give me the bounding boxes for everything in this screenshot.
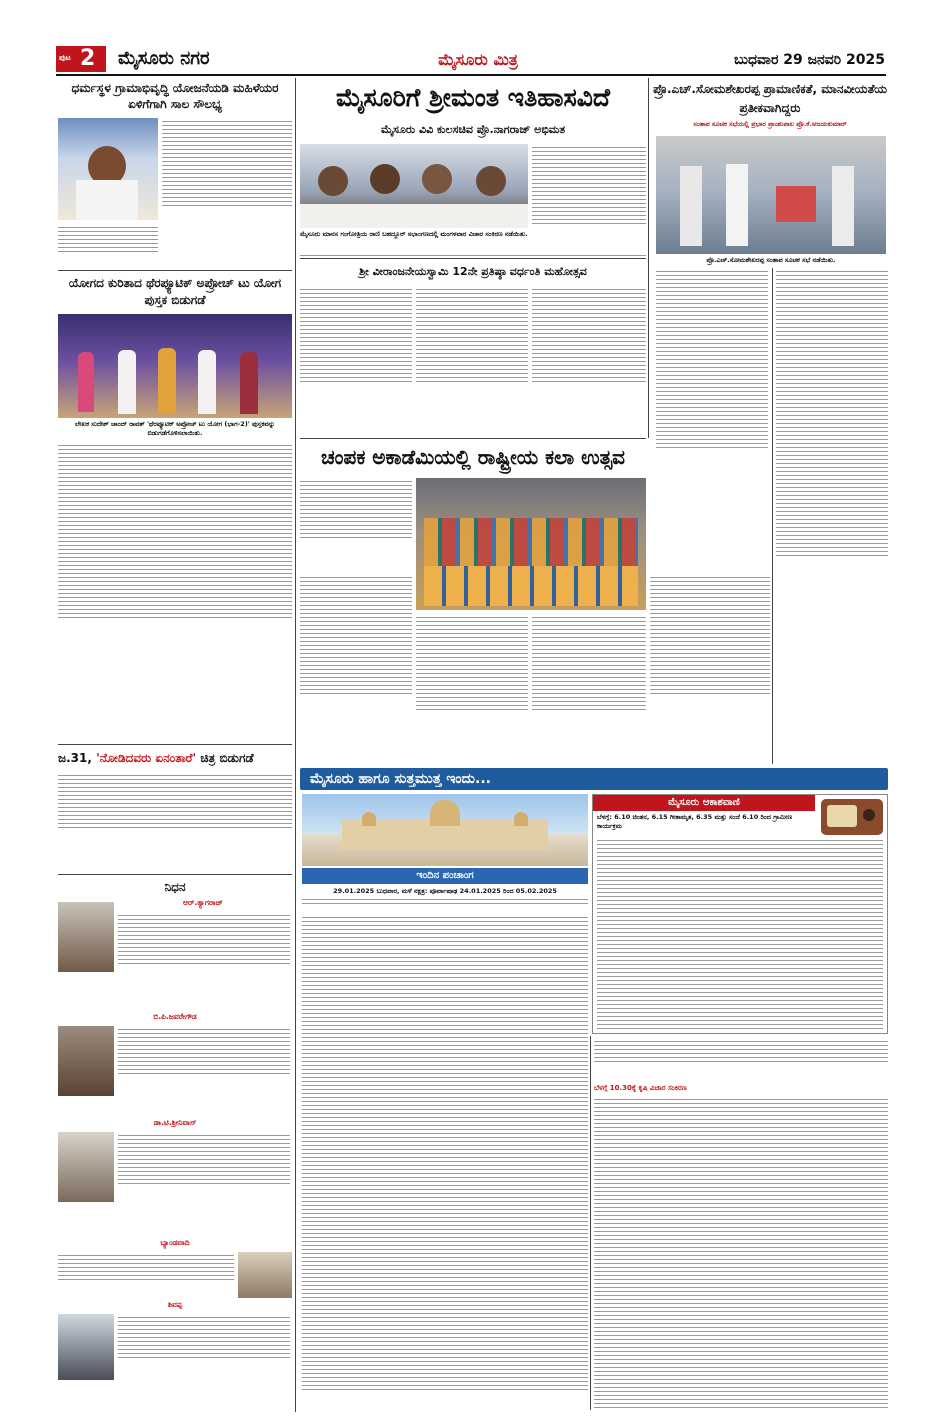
events-bottom-title: ಬೆಳಗ್ಗೆ 10.30ಕ್ಕೆ ಕೃಷಿ ವಿಚಾರ ಸಂಕಿರಣ [594, 1084, 687, 1092]
main-story-rule [300, 258, 646, 259]
story2-body [58, 442, 292, 742]
obituary-4-photo [238, 1252, 292, 1298]
obituary-3-photo [58, 1132, 114, 1202]
right-inner-divider [772, 268, 773, 764]
palace-photo [302, 794, 588, 866]
main-headline: ಮೈಸೂರಿಗೆ ಶ್ರೀಮಂತ ಇತಿಹಾಸವಿದೆ [335, 83, 611, 112]
page-number: 2 [80, 46, 96, 71]
events-list-right-top [594, 1038, 888, 1078]
anjaneya-body-2 [416, 286, 528, 436]
story3-headline [58, 748, 292, 770]
page-number-badge [56, 46, 106, 72]
obituary-4-name: ಬ್ಯಾಂಡವಾದಿ [160, 1238, 190, 1247]
panchanga-title-bar [302, 868, 588, 884]
main-caption: ಮೈಸೂರು ಮಾನಸ ಗಂಗೋತ್ರಿಯ ರಾಣಿ ಬಹದ್ದೂರ್ ಸಭಾಂಗಣದಲ್ಲಿ ಮಂಗಳವಾರ ವಿಚಾರ ಸಂಕಿರಣ ನಡೆಯಿತು. [300, 230, 528, 238]
masthead-rule [56, 74, 886, 76]
anjaneya-body-3 [532, 286, 646, 436]
panchanga-details [302, 896, 588, 910]
story1-body-right [162, 118, 292, 268]
page-label: ಪುಟ [59, 53, 71, 62]
date-line: ಬುಧವಾರ 29 ಜನವರಿ 2025 [734, 52, 885, 68]
obituary-2-name: ಬಿ.ಪಿ.ಜವರೇಗೌಡ [153, 1012, 197, 1021]
panchanga-title: ಇಂದಿನ ಪಂಚಾಂಗ [416, 870, 474, 881]
story3-headline-suffix: ಚಿತ್ರ ಬಿಡುಗಡೆ [196, 751, 254, 765]
anjaneya-body-1 [300, 286, 412, 436]
masthead [0, 42, 945, 76]
story1-photo [58, 118, 158, 220]
obituary-3-body [118, 1132, 290, 1232]
radio-intro: ಬೆಳಗ್ಗೆ: 6.10 ಚಿಂತನ, 6.15 ಗೀತಾಮೃತ, 6.35 ಮತ್ತು ಸಂಜೆ 6.10 ರಿಂದ ಗ್ರಾಮೀಣ ಕಾರ್ಯಕ್ರಮ [597, 813, 793, 830]
story1-headline: ಧರ್ಮಸ್ಥಳ ಗ್ರಾಮಾಭಿವೃದ್ಧಿ ಯೋಜನೆಯಡಿ ಮಹಿಳೆಯರ ಏಳಿಗೆಗಾಗಿ ಸಾಲ ಸೌಲಭ್ಯ [71, 81, 279, 111]
panchanga-line: 29.01.2025 ಬುಧವಾರ, ಮಳೆ ನಕ್ಷತ್ರ: ಪೂರ್ವಾಷಾಢ 24.01.2025 ರಿಂದ 05.02.2025 [333, 887, 557, 895]
obituary-1-photo [58, 902, 114, 972]
today-banner-text: ಮೈಸೂರು ಹಾಗೂ ಸುತ್ತಮುತ್ತ ಇಂದು... [310, 771, 491, 787]
champaka-photo [416, 478, 646, 610]
right-photo [656, 136, 886, 254]
right-caption: ಪ್ರೊ.ಎಚ್.ಸೋಮಶೇಖರಪ್ಪ ಸಂತಾಪ ಸೂಚಕ ಸಭೆ ನಡೆಯಿತು. [706, 256, 836, 264]
radio-title: ಮೈಸೂರು ಆಕಾಶವಾಣಿ [668, 797, 740, 808]
champaka-body-4 [532, 614, 646, 764]
anjaneya-rule [300, 438, 646, 439]
paper-name: ಮೈಸೂರು ಮಿತ್ರ [438, 50, 518, 69]
radio-schedule [597, 837, 883, 1033]
obituary-1-body [118, 912, 290, 1008]
main-photo [300, 144, 528, 228]
obituary-4-body [58, 1252, 234, 1298]
champaka-body-1 [300, 478, 412, 570]
obituary-5-name: ಶಿವಪ್ಪ [167, 1300, 183, 1309]
champaka-body-3 [416, 614, 528, 764]
radio-box [592, 794, 888, 1034]
story3-headline-quote: 'ನೋಡಿದವರು ಏನಂತಾರೆ' [96, 751, 197, 765]
story2-rule [58, 744, 292, 745]
obituary-1 [58, 898, 292, 1010]
story3-body [58, 772, 292, 872]
story1-rule [58, 270, 292, 271]
obituary-5 [58, 1300, 292, 1410]
right-headline: ಪ್ರೊ.ಎಚ್.ಸೋಮಶೇಖರಪ್ಪ ಪ್ರಾಮಾಣಿಕತೆ, ಮಾನವೀಯತೆಯ ಪ್ರತೀಕವಾಗಿದ್ದರು [653, 82, 887, 115]
obituary-2-photo [58, 1026, 114, 1096]
left-column-divider [295, 78, 296, 1412]
section-title: ಮೈಸೂರು ನಗರ [118, 48, 210, 69]
main-subhead: ಮೈಸೂರು ವಿವಿ ಕುಲಸಚಿವ ಪ್ರೊ.ನಾಗರಾಜ್ ಅಭಿಮತ [380, 123, 566, 136]
right-body-1 [656, 268, 768, 568]
champaka-body-2 [300, 574, 412, 764]
right-subhead: ಸಂತಾಪ ಸೂಚಕ ಸಭೆಯಲ್ಲಿ ಪ್ರಭಾರ ಪ್ರಾಂಶುಪಾಲ ಪ್ರೊ.ಕೆ.ಅಜಯಕುಮಾರ್ [693, 120, 847, 128]
story2-photo [58, 314, 292, 418]
obituary-2-body [118, 1026, 290, 1114]
obituary-4 [58, 1238, 292, 1298]
events-list-right [594, 1096, 888, 1410]
story3-headline-prefix: ಜ.31, [58, 751, 97, 765]
main-body-side [532, 144, 646, 228]
anjaneya-headline: ಶ್ರೀ ವೀರಾಂಜನೇಯಸ್ವಾಮಿ 12ನೇ ಪ್ರತಿಷ್ಠಾ ವರ್ಧಂತಿ ಮಹೋತ್ಸವ [359, 265, 587, 278]
obituary-3-name: ಡಾ.ಟಿ.ಶ್ರೀನಿವಾಸ್ [153, 1118, 197, 1127]
story2-headline: ಯೋಗದ ಕುರಿತಾದ ಥೆರಪ್ಯೂಟಿಕ್ ಅಪ್ರೋಚ್ ಟು ಯೋಗ ಪುಸ್ತಕ ಬಿಡುಗಡೆ [68, 276, 282, 307]
radio-title-bar [593, 795, 815, 811]
champaka-body-5 [650, 574, 770, 764]
obituary-title: ನಿಧನ [164, 880, 186, 894]
champaka-headline: ಚಂಪಕ ಅಕಾಡೆಮಿಯಲ್ಲಿ ರಾಷ್ಟ್ರೀಯ ಕಲಾ ಉತ್ಸವ [321, 445, 625, 469]
obituary-1-name: ಆರ್.ತ್ಯಾಗರಾಜ್ [183, 898, 223, 907]
radio-icon [821, 799, 883, 835]
obituary-3 [58, 1118, 292, 1236]
story2-caption: ಲೇಖಕ ಸುದೇಶ್ ಚಾಂದ್ ರಾವತ್ 'ಥೆರಪ್ಯೂಟಿಕ್ ಅಪ್ರೋಚ್ ಟು ಯೋಗ (ಭಾಗ-2)' ಪುಸ್ತಕವನ್ನು ಬಿಡುಗಡೆಗೊಳಿಸಲಾಯಿತು. [75, 420, 275, 437]
right-body-2 [776, 268, 888, 764]
obituary-5-body [118, 1314, 290, 1394]
events-divider [590, 1036, 591, 1410]
obituary-5-photo [58, 1314, 114, 1380]
today-banner [300, 768, 888, 790]
story3-rule [58, 874, 292, 875]
right-column-divider [648, 78, 649, 438]
story1-body-left [58, 224, 158, 268]
events-list-left [302, 914, 588, 1410]
obituary-2 [58, 1012, 292, 1116]
